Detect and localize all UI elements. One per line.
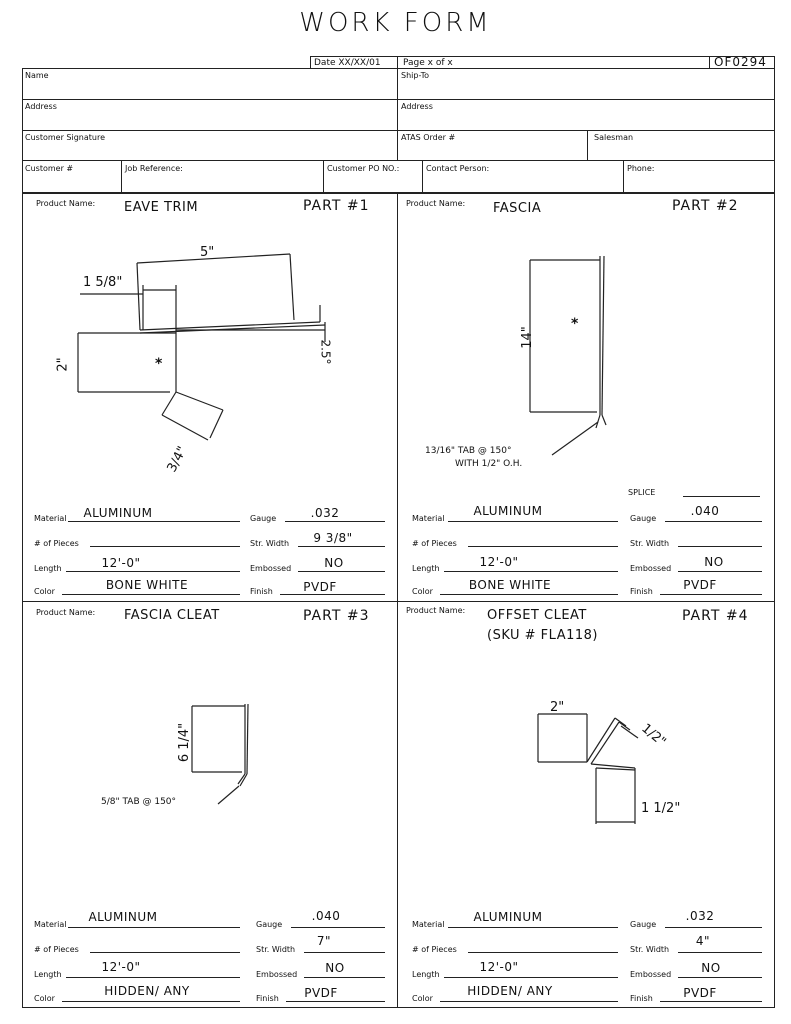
dim-6-1-4: 6 1/4" <box>177 722 193 763</box>
gauge-value[interactable]: .032 <box>310 506 340 520</box>
splice-label: SPLICE <box>628 488 656 497</box>
gauge-label: Gauge <box>630 920 657 929</box>
address-field-right[interactable]: Address <box>401 102 433 111</box>
material-value[interactable]: ALUMINUM <box>88 910 158 924</box>
product-name-label: Product Name: <box>406 606 466 615</box>
color-value[interactable]: HIDDEN/ ANY <box>467 984 553 998</box>
fascia-drawing <box>510 250 630 460</box>
length-label: Length <box>34 970 62 979</box>
material-value[interactable]: ALUMINUM <box>83 506 153 520</box>
length-label: Length <box>412 970 440 979</box>
product-name: FASCIA <box>493 201 542 216</box>
phone-field[interactable]: Phone: <box>627 164 655 173</box>
product-sku: (SKU # FLA118) <box>487 628 598 643</box>
customer-signature-field[interactable]: Customer Signature <box>25 133 105 142</box>
color-value[interactable]: BONE WHITE <box>468 578 552 592</box>
material-label: Material <box>412 920 445 929</box>
job-reference-field[interactable]: Job Reference: <box>125 164 183 173</box>
embossed-value[interactable]: NO <box>325 961 345 975</box>
address-field-left[interactable]: Address <box>25 102 57 111</box>
gauge-label: Gauge <box>630 514 657 523</box>
material-label: Material <box>412 514 445 523</box>
color-label: Color <box>412 994 433 1003</box>
color-value[interactable]: BONE WHITE <box>105 578 189 592</box>
customer-number-field[interactable]: Customer # <box>25 164 74 173</box>
length-value[interactable]: 12'-0" <box>101 960 141 974</box>
material-value[interactable]: ALUMINUM <box>473 910 543 924</box>
tab-note: 5/8" TAB @ 150° <box>101 797 177 807</box>
product-name-label: Product Name: <box>36 199 96 208</box>
finish-label: Finish <box>630 994 653 1003</box>
part-number: PART #1 <box>303 198 370 214</box>
length-value[interactable]: 12'-0" <box>479 960 519 974</box>
length-value[interactable]: 12'-0" <box>479 555 519 569</box>
pieces-label: # of Pieces <box>412 945 457 954</box>
pieces-label: # of Pieces <box>34 945 79 954</box>
part-number: PART #4 <box>682 608 749 624</box>
material-label: Material <box>34 920 67 929</box>
length-label: Length <box>34 564 62 573</box>
form-code: OF0294 <box>714 55 767 69</box>
atas-order-field[interactable]: ATAS Order # <box>401 133 456 142</box>
form-title: WORK FORM <box>299 8 492 38</box>
color-label: Color <box>34 587 55 596</box>
str-width-value[interactable]: 4" <box>695 934 711 948</box>
finish-value[interactable]: PVDF <box>683 986 717 1000</box>
dim-1-1-2: 1 1/2" <box>641 801 681 816</box>
product-name: EAVE TRIM <box>124 200 199 215</box>
finish-label: Finish <box>256 994 279 1003</box>
product-name: FASCIA CLEAT <box>124 608 220 623</box>
length-label: Length <box>412 564 440 573</box>
product-name-label: Product Name: <box>406 199 466 208</box>
finish-value[interactable]: PVDF <box>683 578 717 592</box>
part-number: PART #3 <box>303 608 370 624</box>
gauge-label: Gauge <box>256 920 283 929</box>
dim-1-5-8: 1 5/8" <box>83 275 123 290</box>
product-name-label: Product Name: <box>36 608 96 617</box>
ship-to-field[interactable]: Ship-To <box>401 71 430 80</box>
embossed-label: Embossed <box>630 970 672 979</box>
embossed-value[interactable]: NO <box>701 961 721 975</box>
embossed-value[interactable]: NO <box>324 556 344 570</box>
dim-2: 2" <box>550 700 565 715</box>
fascia-cleat-drawing <box>180 700 280 810</box>
str-width-label: Str. Width <box>256 945 296 954</box>
customer-po-field[interactable]: Customer PO NO.: <box>327 164 400 173</box>
overhang-note: WITH 1/2" O.H. <box>455 459 523 469</box>
product-name: OFFSET CLEAT <box>487 608 587 623</box>
gauge-label: Gauge <box>250 514 277 523</box>
dim-3-4: 3/4" <box>164 444 191 475</box>
gauge-value[interactable]: .032 <box>685 909 715 923</box>
embossed-label: Embossed <box>256 970 298 979</box>
color-label: Color <box>34 994 55 1003</box>
paint-side-marker: * <box>571 316 579 332</box>
part-number: PART #2 <box>672 198 739 214</box>
tab-note: 13/16" TAB @ 150° <box>425 446 512 456</box>
finish-label: Finish <box>630 587 653 596</box>
contact-person-field[interactable]: Contact Person: <box>426 164 490 173</box>
dim-14: 14" <box>519 326 535 349</box>
str-width-label: Str. Width <box>630 945 670 954</box>
str-width-value[interactable]: 9 3/8" <box>313 531 353 545</box>
finish-value[interactable]: PVDF <box>303 580 337 594</box>
name-field[interactable]: Name <box>25 71 49 80</box>
str-width-label: Str. Width <box>630 539 670 548</box>
gauge-value[interactable]: .040 <box>690 504 720 518</box>
color-label: Color <box>412 587 433 596</box>
material-label: Material <box>34 514 67 523</box>
color-value[interactable]: HIDDEN/ ANY <box>104 984 190 998</box>
paint-side-marker: * <box>155 356 163 372</box>
form-date: Date XX/XX/01 <box>314 58 381 68</box>
gauge-value[interactable]: .040 <box>311 909 341 923</box>
pieces-label: # of Pieces <box>34 539 79 548</box>
pieces-label: # of Pieces <box>412 539 457 548</box>
form-page: Page x of x <box>403 58 453 68</box>
dim-2: 2" <box>55 357 71 372</box>
finish-label: Finish <box>250 587 273 596</box>
embossed-label: Embossed <box>630 564 672 573</box>
dim-1-2: 1/2" <box>638 721 669 750</box>
embossed-label: Embossed <box>250 564 292 573</box>
dim-2-5-deg: 2.5° <box>318 339 333 365</box>
offset-cleat-drawing <box>530 700 710 835</box>
finish-value[interactable]: PVDF <box>304 986 338 1000</box>
str-width-label: Str. Width <box>250 539 290 548</box>
salesman-field[interactable]: Salesman <box>594 133 634 142</box>
length-value[interactable]: 12'-0" <box>101 556 141 570</box>
eave-trim-drawing <box>40 230 360 490</box>
dim-5: 5" <box>200 245 215 260</box>
embossed-value[interactable]: NO <box>704 555 724 569</box>
str-width-value[interactable]: 7" <box>316 934 332 948</box>
material-value[interactable]: ALUMINUM <box>473 504 543 518</box>
